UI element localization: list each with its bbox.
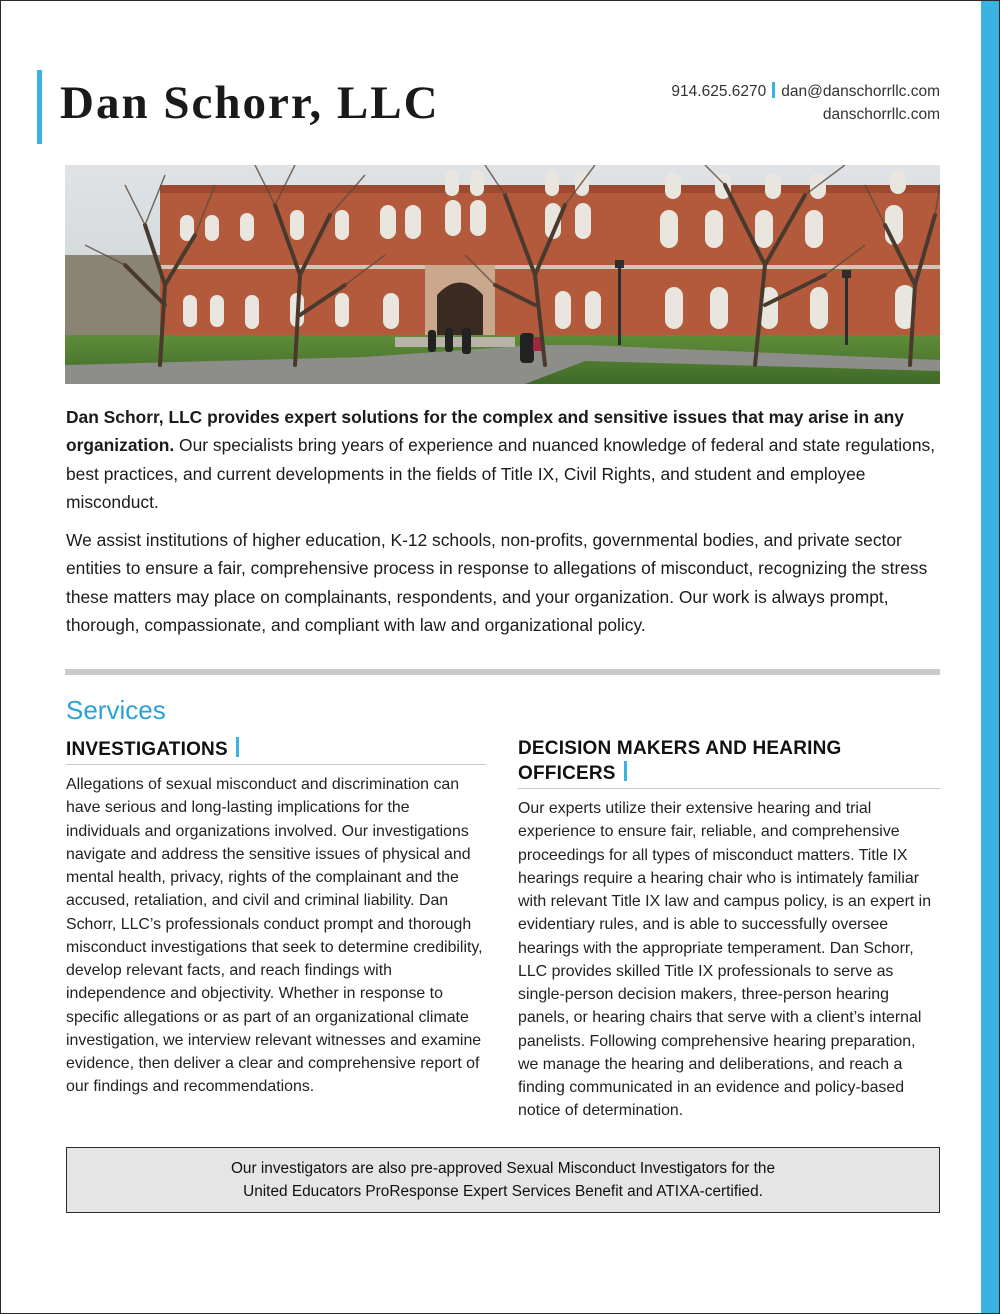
decision-makers-title: DECISION MAKERS AND HEARING OFFICERS: [518, 738, 842, 784]
investigations-column: [66, 737, 486, 1099]
decision-makers-column: [518, 737, 940, 1123]
investigations-body: Allegations of sexual misconduct and discrimination can have serious and long-lasting implications for the individuals and organizations involved. Our investigations navigate and address the sensitive issues of physical and mental health, privacy, rights of the complainant and the accused, retaliation, and civil and criminal liability. Dan Schorr, LLC’s professionals conduct prompt and thorough misconduct investigations that seek to determine credibility, develop relevant facts, and reach findings with independence and objectivity. Whether in response to specific allegations or as part of an organizational climate investigation, we interview relevant witnesses and examine evidence, then deliver a clear and comprehensive report of our findings and recommendations.: [66, 776, 483, 1096]
phone-number: 914.625.6270: [671, 83, 767, 100]
contact-block: [671, 80, 940, 126]
investigations-title: INVESTIGATIONS: [66, 737, 486, 762]
intro-paragraph-2: We assist institutions of higher education, K-12 schools, non-profits, governmental bodies, and private sector entities to ensure a fair, comprehensive process in response to allegations of misconduct, recognizing the stress these matters may place on complainants, respondents, and your organization. Our work is always prompt, thorough, compassionate, and compliant with law and organizational policy.: [66, 530, 928, 636]
title-accent-bar: [37, 70, 42, 144]
intro-paragraph-1: [66, 403, 946, 516]
certification-callout: [66, 1147, 940, 1213]
intro-text: [66, 403, 946, 649]
intro-lead-rest: Our specialists bring years of experience and nuanced knowledge of federal and state regulations, best practices, and current developments in the fields of Title IX, Civil Rights, and student and employee misconduct.: [66, 435, 936, 512]
section-divider: [65, 669, 940, 675]
brand-title: Dan Schorr, LLC: [60, 77, 440, 129]
callout-line-2: United Educators ProResponse Expert Services Benefit and ATIXA-certified.: [243, 1183, 763, 1200]
title-accent-mark: [624, 761, 627, 781]
column-rule: [66, 764, 486, 765]
side-accent-stripe: [981, 1, 999, 1313]
services-heading: Services: [66, 695, 166, 725]
title-accent-mark: [236, 737, 239, 757]
contact-separator: [772, 82, 775, 98]
decision-makers-body: Our experts utilize their extensive hearing and trial experience to ensure fair, reliable, and comprehensive proceedings for all types of misconduct matters. Title IX hearings require a hearing chair who is intimately familiar with relevant Title IX law and campus policy, is an expert in evidentiary rules, and is able to successfully oversee hearings with the appropriate temperament. Dan Schorr, LLC provides skilled Title IX professionals to serve as single-person decision makers, three-person hearing panels, or hearing chairs that serve with a client’s internal panelists. Following comprehensive hearing preparation, we manage the hearing and deliberations, and reach a finding communicated in an evidence and policy-based notice of determination.: [518, 800, 932, 1120]
email-link[interactable]: dan@danschorrllc.com: [781, 83, 940, 100]
callout-line-1: Our investigators are also pre-approved Sexual Misconduct Investigators for the: [230, 1160, 776, 1177]
website-link[interactable]: danschorrllc.com: [822, 106, 940, 123]
campus-building-photo: [65, 165, 940, 384]
column-rule: [518, 788, 940, 789]
intro-lead-bold: Dan Schorr, LLC provides expert solutions for the complex and sensitive issues that may arise in any organization.: [66, 407, 904, 456]
